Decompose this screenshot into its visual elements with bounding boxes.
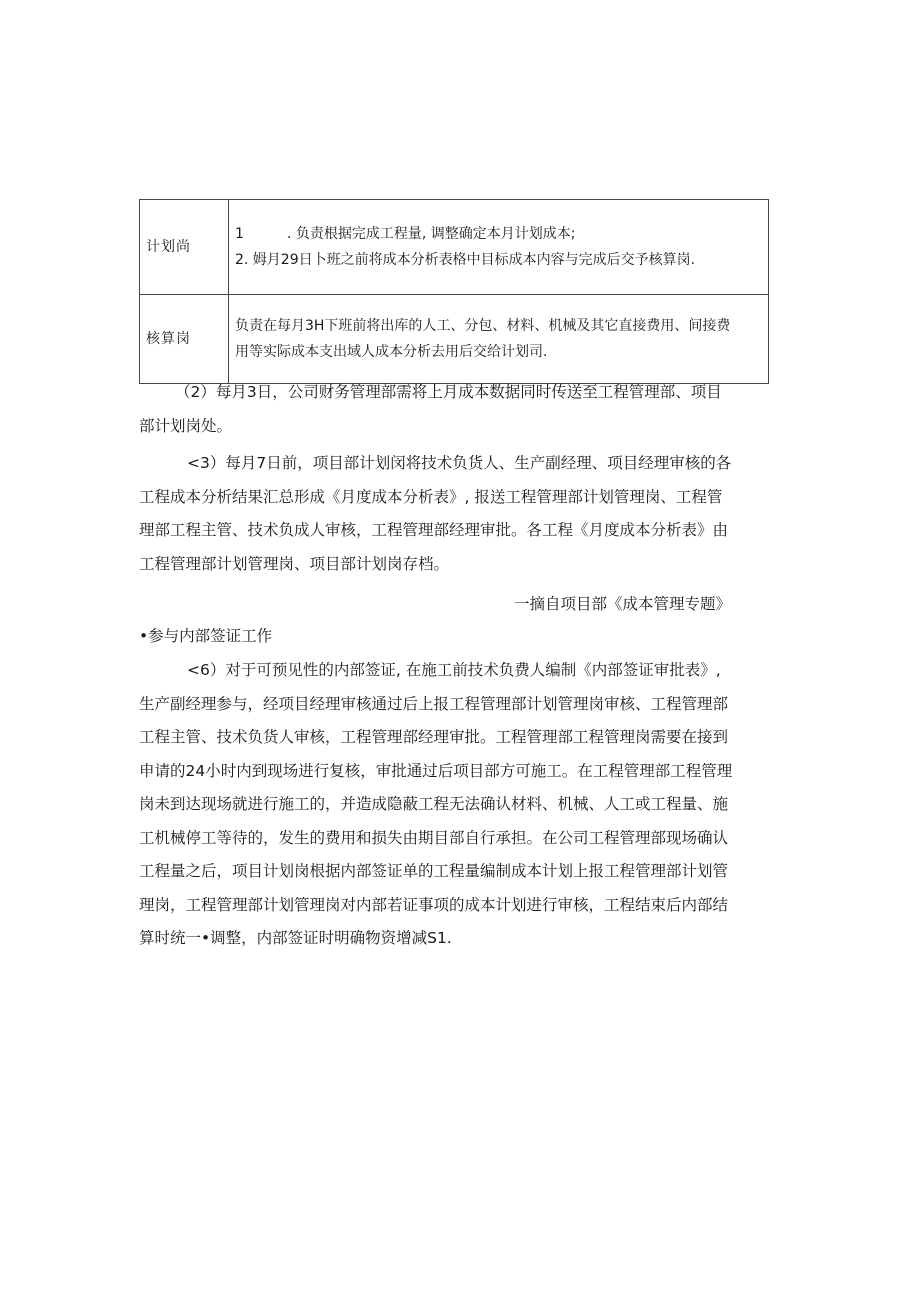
- paragraph-6-line: 算时统一•调整，内部签证时明确物资增减S1.: [139, 929, 452, 947]
- paragraph-3-line: 工程管理部计划管理岗、项目部计划岗存档。: [139, 554, 450, 573]
- role-cell-plan: 计划尚: [140, 200, 229, 295]
- plan-line-1: [235, 221, 764, 247]
- source-attribution: 一摘自项目部《成本管理专题》: [514, 595, 732, 613]
- section-heading-text: •参与内部签证工作: [139, 627, 273, 645]
- paragraph-2: [139, 376, 779, 443]
- plan-line-2: [235, 247, 764, 273]
- paragraph-3-line: 工程成本分析结果汇总形成《月度成本分析表》, 报送工程管理部计划管理岗、工程管: [139, 487, 723, 506]
- paragraph-6-line: <6）对于可预见性的内部签证, 在施工前技术负费人编制《内部签证审批表》,: [187, 661, 721, 679]
- paragraph-6-line: 岗未到达现场就进行施工的，并造成隐蔽工程无法确认材料、机械、人工或工程量、施: [139, 795, 729, 813]
- desc-cell-accounting: [229, 295, 769, 384]
- plan-line-1-number: 1: [235, 226, 244, 242]
- paragraph-6-line: 工程主管、技术负货人审核，工程管理部经理审批。工程管理部工程管理岗需要在接到: [139, 728, 729, 746]
- paragraph-2-line: 部计划岗处。: [139, 416, 233, 435]
- paragraph-3-line: <3）每月7日前，项目部计划闵将技术负货人、生产副经理、项目经理审核的各: [187, 454, 732, 472]
- paragraph-6: [139, 654, 779, 956]
- duty-table: [139, 199, 769, 384]
- paragraph-6-line: 工程量之后，项目计划岗根据内部签证单的工程量编制成本计划上报工程管理部计划管: [139, 862, 729, 880]
- desc-cell-plan: [229, 200, 769, 295]
- paragraph-2-line: （2）每月3日，公司财务管理部需将上月成本数据同时传送至工程管理部、项目: [175, 383, 722, 401]
- paragraph-3-line: 理部工程主管、技术负成人审核，工程管理部经理审批。各工程《月度成本分析表》由: [139, 521, 729, 539]
- accounting-line-2: 用等实际成本支出域人成本分析去用后交给计划司.: [235, 344, 548, 360]
- paragraph-6-line: 工机械停工等待的，发生的费用和损失由期目部自行承担。在公司工程管理部现场确认: [139, 828, 729, 847]
- section-heading: [139, 620, 779, 654]
- paragraph-3: [139, 447, 779, 581]
- role-cell-accounting: 核算岗: [140, 295, 229, 384]
- accounting-line-1: 负责在每月3H下班前将出库的人工、分包、材料、机械及其它直接费用、间接费: [235, 318, 731, 334]
- paragraph-6-line: 理岗，工程管理部计划管理岗对内部若证事项的成本计划进行审核，工程结束后内部结: [139, 895, 729, 914]
- paragraph-6-line: 生产副经理参与，经项目经理审核通过后上报工程管理部计划管理岗审核、工程管理部: [139, 694, 729, 713]
- plan-line-2-text: 2. 姆月29日卜班之前将成本分析表格中目标成本内容与完成后交予核算岗.: [235, 252, 696, 268]
- plan-line-1-text: . 负责根据完成工程量, 调整确定本月计划成本;: [287, 226, 576, 242]
- table-row-plan: [140, 200, 769, 295]
- paragraph-6-line: 申请的24小时内到现场进行复核，审批通过后项目部方可施工。在工程管理部工程管理: [139, 761, 733, 780]
- table-row-accounting: [140, 295, 769, 384]
